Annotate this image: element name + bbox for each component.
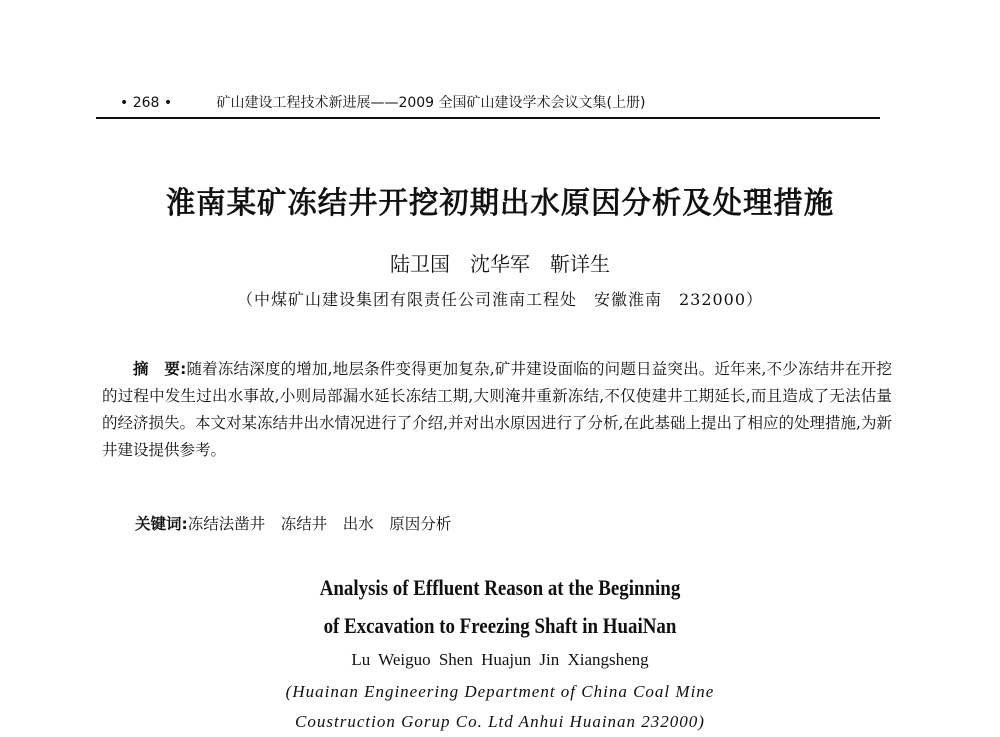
english-title-line2: of Excavation to Freezing Shaft in HuaiNan [323,613,677,638]
keywords-label: 关键词: [135,515,188,533]
running-header [120,92,880,112]
abstract [102,356,892,464]
english-authors: Lu Weiguo Shen Huajun Jin Xiangsheng [351,650,649,669]
keywords-text: 冻结法凿井 冻结井 出水 原因分析 [187,515,452,533]
abstract-label: 摘 要: [133,360,187,378]
running-title: 矿山建设工程技术新进展——2009 全国矿山建设学术会议文集(上册) [216,95,646,111]
english-title-line1: Analysis of Effluent Reason at the Beginning [319,575,681,600]
page-number: • 268 • [120,95,173,111]
keywords [135,512,895,534]
english-affiliation-line1: (Huainan Engineering Department of China Coal Mine [285,682,715,701]
paper-title: 淮南某矿冻结井开挖初期出水原因分析及处理措施 [165,186,835,221]
authors: 陆卫国 沈华军 靳详生 [390,252,610,276]
english-affiliation-line2: Coustruction Gorup Co. Ltd Anhui Huainan 232000) [295,712,705,731]
abstract-text: 随着冻结深度的增加,地层条件变得更加复杂,矿井建设面临的问题日益突出。近年来,不少冻结井在开挖的过程中发生过出水事故,小则局部漏水延长冻结工期,大则淹井重新冻结,不仅使建井工期延长,而且造成了无法估量的经济损失。本文对某冻结井出水情况进行了介绍,并对出水原因进行了分析,在此基础上提出了相应的处理措施,为新井建设提供参考。 [102,360,892,459]
header-rule [96,117,880,119]
affiliation: （中煤矿山建设集团有限责任公司淮南工程处 安徽淮南 232000） [236,290,764,309]
